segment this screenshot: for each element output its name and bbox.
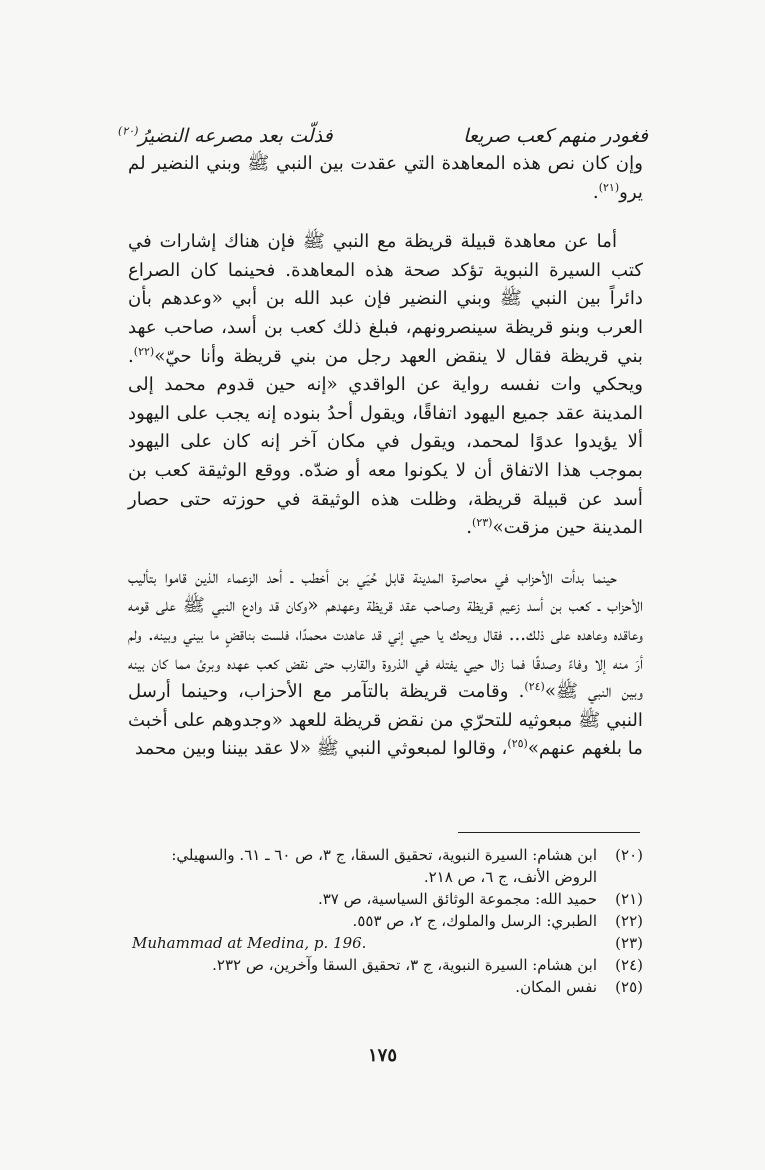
footnote-number: (٢٣) <box>615 934 643 952</box>
paragraph-text: وإن كان نص هذه المعاهدة التي عقدت بين النبي ﷺ وبني النضير لم يرو <box>128 153 643 203</box>
footnote-ref: (٢٠) <box>118 124 139 138</box>
page-number: ١٧٥ <box>367 1045 397 1066</box>
paragraph-text: حينما بدأت الأحزاب في محاصرة المدينة قابل حُيَي بن أخطب ـ أحد الزعماء الذين قاموا بتأليب الأحزاب ـ كعب بن أسد زعيم قريظة وصاحب عقد قريظة وعهدهم «وكان قد وادع النبي ﷺ على قومه وعاقده وعاهده على ذلك... فقال ويحك يا حيي إني قد عاهدت محمدًا، فلست بناقضٍ ما بيني وبينه. ولم أرَ منه إلا وفاءً وصدقًا فما زال حيي يفتله في الذروة والقارب حتى نقض كعب عهده وبرئ مما كان بينه وبين النبي ﷺ» <box>128 566 643 703</box>
footnote <box>128 844 643 888</box>
footnote-number: (٢٤) <box>615 956 643 974</box>
footnote <box>128 888 643 910</box>
footnote-text: ابن هشام: السيرة النبوية، ج ٣، تحقيق السقا وآخرين، ص ٢٣٢. <box>212 956 597 974</box>
paragraph <box>128 564 643 764</box>
footnote-text: Muhammad at Medina, p. 196. <box>132 934 367 952</box>
footnote <box>128 954 643 976</box>
paragraph-text: ، وقالوا لمبعوثي النبي ﷺ «لا عقد بيننا وبين محمد <box>134 738 508 760</box>
footnote <box>128 976 643 998</box>
paragraph-text: أما عن معاهدة قبيلة قريظة مع النبي ﷺ فإن هناك إشارات في كتب السيرة النبوية تؤكد صحة هذه المعاهدة. فحينما كان الصراع دائراً بين النبي ﷺ وبني النضير فإن عبد الله بن أبي «وعدهم بأن العرب وبنو قريظة سينصرونهم، فبلغ ذلك كعب بن أسد، صاحب عهد بني قريظة فقال لا ينقض العهد رجل من بني قريظة وأنا حيّ» <box>128 231 643 367</box>
paragraph-text: . ويحكي وات نفسه رواية عن الواقدي «إنه حين قدوم محمد إلى المدينة عقد جميع اليهود اتفاقًا، ويقول أحدُ بنوده إنه يجب على اليهود ألا يؤيدوا عدوًا لمحمد، ويقول في مكان آخر إنه كان على اليهود بموجب هذا الاتفاق أن لا يكونوا معه أو ضدّه. ووقع الوثيقة كعب بن أسد عن قبيلة قريظة، وظلت هذه الوثيقة في حوزته حتى حصار المدينة حين مزقت» <box>128 345 643 539</box>
paragraph <box>128 228 643 543</box>
poem-hemistich-left-text: فذلّت بعد مصرعه النضيرُ <box>138 125 333 147</box>
paragraph <box>128 150 643 207</box>
footnote-ref: (٢٣) <box>472 516 493 530</box>
footnote-divider <box>458 832 640 833</box>
footnote-ref: (٢٢) <box>133 344 155 358</box>
footnote <box>128 910 643 932</box>
footnote <box>128 932 643 954</box>
paragraph-text: . وقامت قريظة بالتآمر مع الأحزاب، وحينما أرسل النبي ﷺ مبعوثيه للتحرّي من نقض قريظة للعهد «وجدوهم على أخبث ما بلغهم عنهم» <box>128 681 643 760</box>
main-text <box>128 150 643 764</box>
footnote-number: (٢٢) <box>615 912 643 930</box>
poem-hemistich-left <box>118 122 333 150</box>
poem-hemistich-right: فغودر منهم كعب صريعا <box>463 125 648 147</box>
footnote-text: نفس المكان. <box>515 978 597 996</box>
footnote-ref: (٢٥) <box>507 737 528 751</box>
footnote-number: (٢٠) <box>615 846 643 864</box>
footnotes <box>128 844 643 998</box>
paragraph-text: . <box>466 517 473 539</box>
poem-verse <box>118 122 648 150</box>
footnote-text: حميد الله: مجموعة الوثائق السياسية، ص ٣٧. <box>317 890 597 908</box>
paragraph-text: . <box>592 181 599 203</box>
footnote-text: ابن هشام: السيرة النبوية، تحقيق السقا، ج ٣، ص ٦٠ ـ ٦١. والسهيلي: الروض الأنف، ج ٦، ص ٢١٨. <box>171 846 597 886</box>
footnote-ref: (٢٤) <box>524 680 545 694</box>
footnote-text: الطبري: الرسل والملوك، ج ٢، ص ٥٥٣. <box>352 912 597 930</box>
footnote-number: (٢٥) <box>615 978 643 996</box>
footnote-number: (٢١) <box>615 890 643 908</box>
footnote-ref: (٢١) <box>598 180 620 194</box>
